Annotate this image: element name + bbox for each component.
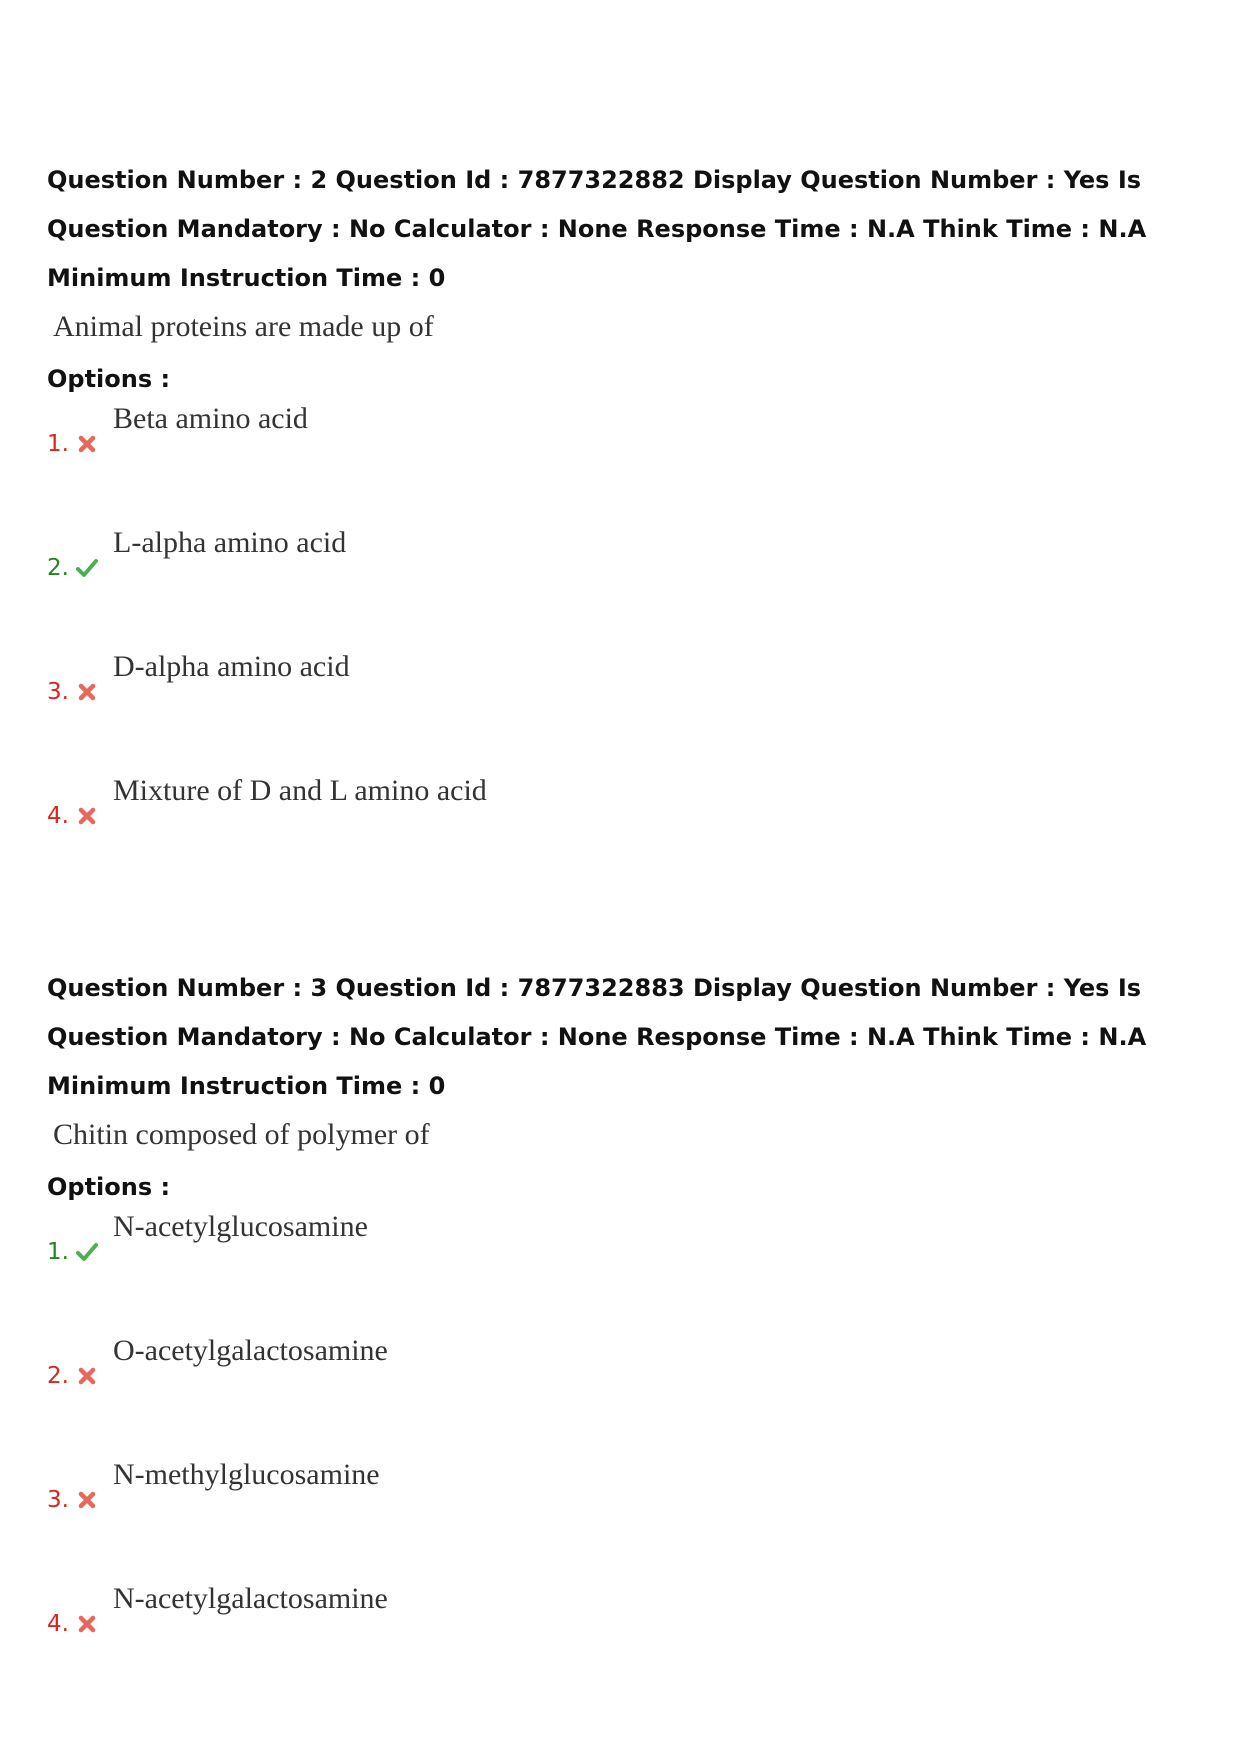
check-icon [76,557,98,579]
check-icon [76,1241,98,1263]
options-label: Options : [47,365,171,393]
options-list [47,399,1207,895]
option-number: 4. [47,803,69,829]
question-header: Question Number : 3 Question Id : 7877322883 Display Question Number : Yes Is Question Mandatory : No Calculator : None Response Time : N.A Think Time : N.A Minimum Instruction Time : 0 [47,974,1147,1100]
option-text: L-alpha amino acid [113,526,347,559]
option-text: D-alpha amino acid [113,650,350,683]
options-list [47,1207,1207,1703]
option-item [47,1455,1207,1579]
cross-icon [76,805,98,827]
option-text: Beta amino acid [113,402,308,435]
question-block [47,964,1207,1703]
cross-icon [76,1489,98,1511]
option-item [47,1579,1207,1703]
option-item [47,1331,1207,1455]
question-text: Animal proteins are made up of [53,310,434,343]
question-header: Question Number : 2 Question Id : 7877322882 Display Question Number : Yes Is Question Mandatory : No Calculator : None Response Time : N.A Think Time : N.A Minimum Instruction Time : 0 [47,166,1147,292]
option-text: N-acetylgalactosamine [113,1582,388,1615]
option-number: 3. [47,1487,69,1513]
option-text: N-methylglucosamine [113,1458,380,1491]
cross-icon [76,1365,98,1387]
option-number: 1. [47,1239,69,1265]
option-item [47,523,1207,647]
option-number: 4. [47,1611,69,1637]
question-block [47,156,1207,895]
option-text: O-acetylgalactosamine [113,1334,388,1367]
cross-icon [76,433,98,455]
question-text: Chitin composed of polymer of [53,1118,430,1151]
option-item [47,647,1207,771]
option-number: 1. [47,431,69,457]
cross-icon [76,681,98,703]
option-item [47,1207,1207,1331]
option-text: Mixture of D and L amino acid [113,774,487,807]
option-number: 2. [47,555,69,581]
option-number: 3. [47,679,69,705]
options-label: Options : [47,1173,171,1201]
option-number: 2. [47,1363,69,1389]
option-item [47,399,1207,523]
option-text: N-acetylglucosamine [113,1210,368,1243]
cross-icon [76,1613,98,1635]
option-item [47,771,1207,895]
